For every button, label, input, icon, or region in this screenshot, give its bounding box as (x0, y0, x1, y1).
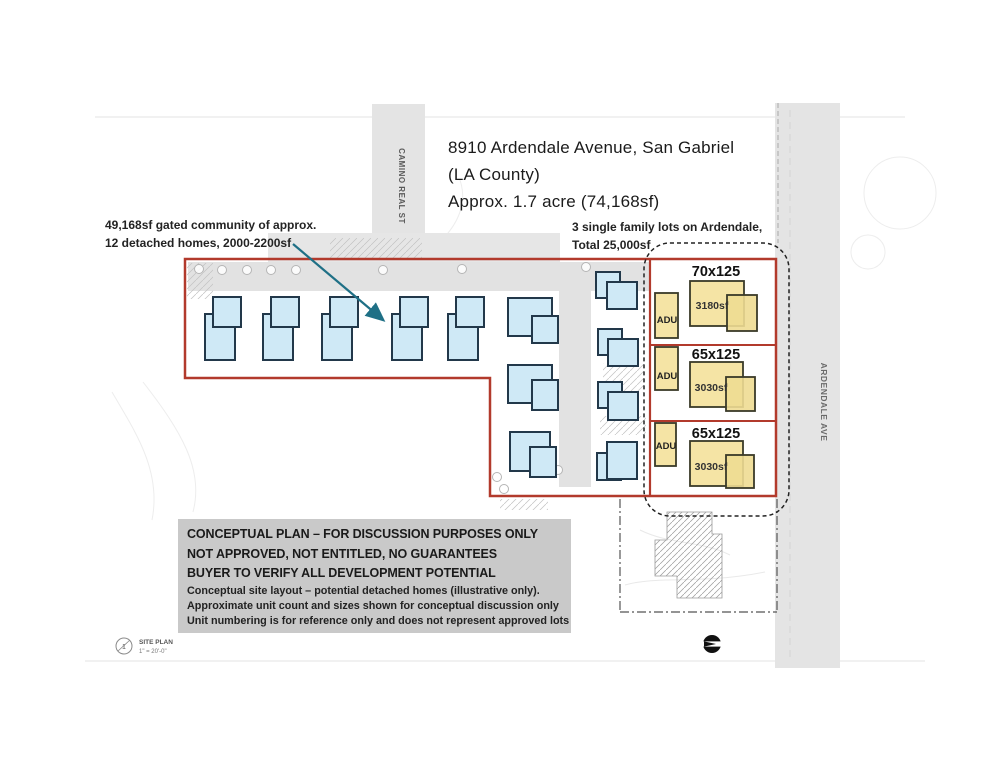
lot3-adu-label: ADU (655, 441, 677, 452)
lot1-adu-label: ADU (656, 315, 678, 326)
siteplan-label: SITE PLAN (139, 639, 173, 646)
disclaimer-small-1: Conceptual site layout – potential detached homes (illustrative only). (187, 584, 540, 597)
disclaimer-bold-1: CONCEPTUAL PLAN – FOR DISCUSSION PURPOSES ONLY (187, 527, 539, 541)
gated-note-line-1: 49,168sf gated community of approx. (105, 218, 317, 232)
ardendale-lots-note (572, 219, 762, 254)
gated-community-note (105, 217, 316, 252)
lot1-size-label: 70x125 (691, 264, 741, 280)
existing-building-hatch (655, 512, 722, 598)
home-footprint (510, 432, 556, 477)
page-title (448, 134, 734, 215)
lot2-adu (655, 347, 678, 390)
north-arrow-icon (703, 635, 721, 653)
disclaimer-small-2: Approximate unit count and sizes shown for conceptual discussion only (187, 599, 559, 612)
title-line-2: (LA County) (448, 165, 540, 184)
lot2-sf-label: 3030sf (694, 382, 728, 394)
lots-note-line-2: Total 25,000sf (572, 237, 651, 252)
disclaimer-bold-2: NOT APPROVED, NOT ENTITLED, NO GUARANTEES (187, 546, 498, 561)
lot3-house-wing (726, 455, 754, 488)
home-footprint (448, 297, 484, 360)
lot2-size-label: 65x125 (691, 347, 741, 363)
lot2-house-wing (726, 377, 755, 411)
ardendale-roadway (775, 103, 840, 668)
lot3-sf-label: 3030sf (694, 461, 728, 473)
home-footprint (263, 297, 299, 360)
disclaimer-small-3: Unit numbering is for reference only and does not represent approved lots (187, 614, 570, 627)
lot2-adu-label: ADU (656, 371, 678, 382)
home-footprint (322, 297, 358, 360)
siteplan-marker (116, 638, 173, 655)
camino-real-street-label: CAMINO REAL ST (397, 148, 406, 224)
home-footprint (597, 442, 637, 480)
ardendale-street-label: ARDENDALE AVE (819, 362, 829, 442)
siteplan-number: 1 (122, 644, 126, 651)
home-footprint (598, 329, 638, 366)
lot1-sf-label: 3180sf (695, 300, 729, 312)
home-footprint (508, 298, 558, 343)
title-line-3: Approx. 1.7 acre (74,168sf) (448, 192, 660, 211)
existing-parcel (620, 499, 777, 612)
gated-note-line-2: 12 detached homes, 2000-2200sf (105, 235, 292, 250)
lot3-size-label: 65x125 (691, 426, 741, 442)
home-footprint (392, 297, 428, 360)
disclaimer-bold-3: BUYER TO VERIFY ALL DEVELOPMENT POTENTIAL (187, 566, 496, 580)
gated-community-boundary (185, 259, 776, 496)
title-line-1: 8910 Ardendale Avenue, San Gabriel (448, 138, 735, 157)
lots-note-line-1: 3 single family lots on Ardendale, (572, 220, 763, 234)
home-footprint (508, 365, 558, 410)
siteplan-scale: 1" = 20'-0" (139, 649, 167, 655)
lot1-house-wing (727, 295, 757, 331)
home-footprint (205, 297, 241, 360)
disclaimer-box (178, 519, 571, 633)
red-boundaries (185, 259, 776, 496)
